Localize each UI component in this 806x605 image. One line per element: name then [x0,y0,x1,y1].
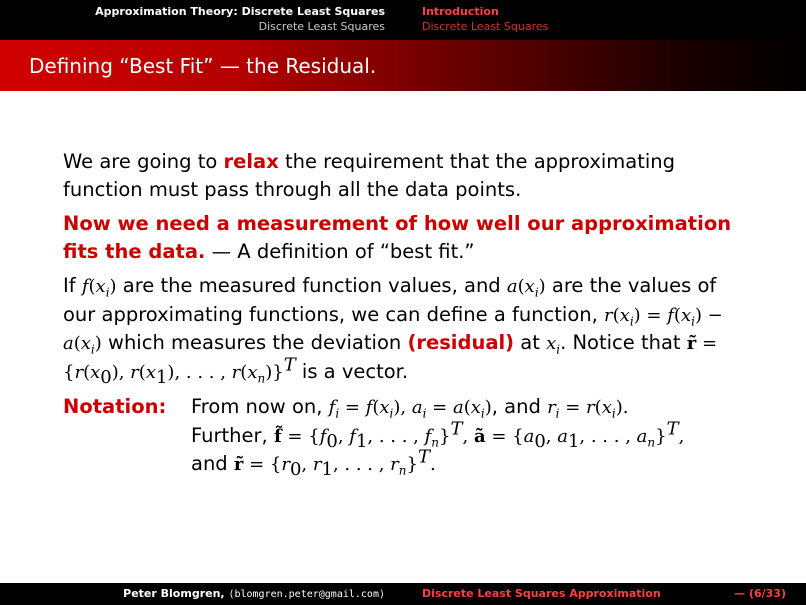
text: If [63,274,82,297]
title-bar [0,40,806,91]
math-residual-def: r [604,304,613,326]
text: and [191,452,234,475]
header-subsection[interactable]: Discrete Least Squares [422,20,549,33]
page-number[interactable]: — (6/33) [734,587,786,600]
header-bar [0,0,806,40]
text: at [514,331,547,354]
paragraph-best-fit [63,210,753,265]
math-a-xi: a [506,276,518,297]
notation-line-1: From now on, $f_i = f(x_i)$, $a_i = a(x_i)$, and $r_i = r(x_i)$. [191,395,629,421]
notation-body [191,393,753,479]
footer-bar [0,583,806,605]
paragraph-relax [63,148,753,203]
header-sub-title[interactable]: Discrete Least Squares [258,20,385,33]
author-name: Peter Blomgren, [123,587,225,600]
text: Further, [191,423,274,447]
header-section[interactable]: Introduction [422,5,499,18]
footer-talk [401,583,806,605]
text: which measures the deviation [101,331,408,354]
math-f-xi: f [81,276,89,297]
header-main-title[interactable]: Approximation Theory: Discrete Least Squares [95,5,385,18]
notation-block [63,393,753,479]
header-left [0,0,401,40]
residual-highlight: (residual) [407,331,515,354]
relax-highlight: relax [223,150,279,173]
paragraph-residual: If $f(x_i)$ are the measured function values, and $a(x_i)$ are the values of our approximating functions, we can define a function, $r(x_i) = f(x_i) - a(x_i)$ which measures the deviation (residual) at $x_i$. Notice that r̃ = {$r(x_0)$, $r(x_1)$, . . . , $r(x_n)\}^T$ is a vector. [63,274,723,388]
text: — A definition of “best fit.” [205,239,475,263]
text: the requirement that the approximating function must pass through all the data points. [63,150,676,201]
footer-author [0,583,401,605]
text: We are going to [63,150,224,173]
notation-label: Notation: [63,395,167,418]
best-fit-highlight: Now we need a measurement of how well our approximation fits the data. [63,212,732,263]
text: From now on, [191,395,329,418]
text: are the measured function values, and [116,274,507,297]
notation-line-2: Further, f̃ = {$f_0$, $f_1$, . . . , $f_n\}^T$, ã = {$a_0$, $a_1$, . . . , $a_n\}^T$, [191,418,685,452]
text: . Notice that [560,331,687,354]
text: , and [491,395,548,418]
math-xi: $x_i$ [546,333,561,357]
text: are the values of our approximating functions, we can define a function, [63,274,717,326]
slide-content [63,148,753,479]
math-r-vector: r̃ [686,333,697,354]
author-email: ⟨blomgren.peter@gmail.com⟩ [228,589,385,600]
talk-title[interactable]: Discrete Least Squares Approximation [422,587,661,600]
header-right [401,0,806,40]
notation-line-3: and r̃ = {$r_0$, $r_1$, . . . , $r_n\}^T$. [191,446,436,480]
slide-title: Defining “Best Fit” — the Residual. [29,54,377,78]
text: is a vector. [295,359,409,383]
